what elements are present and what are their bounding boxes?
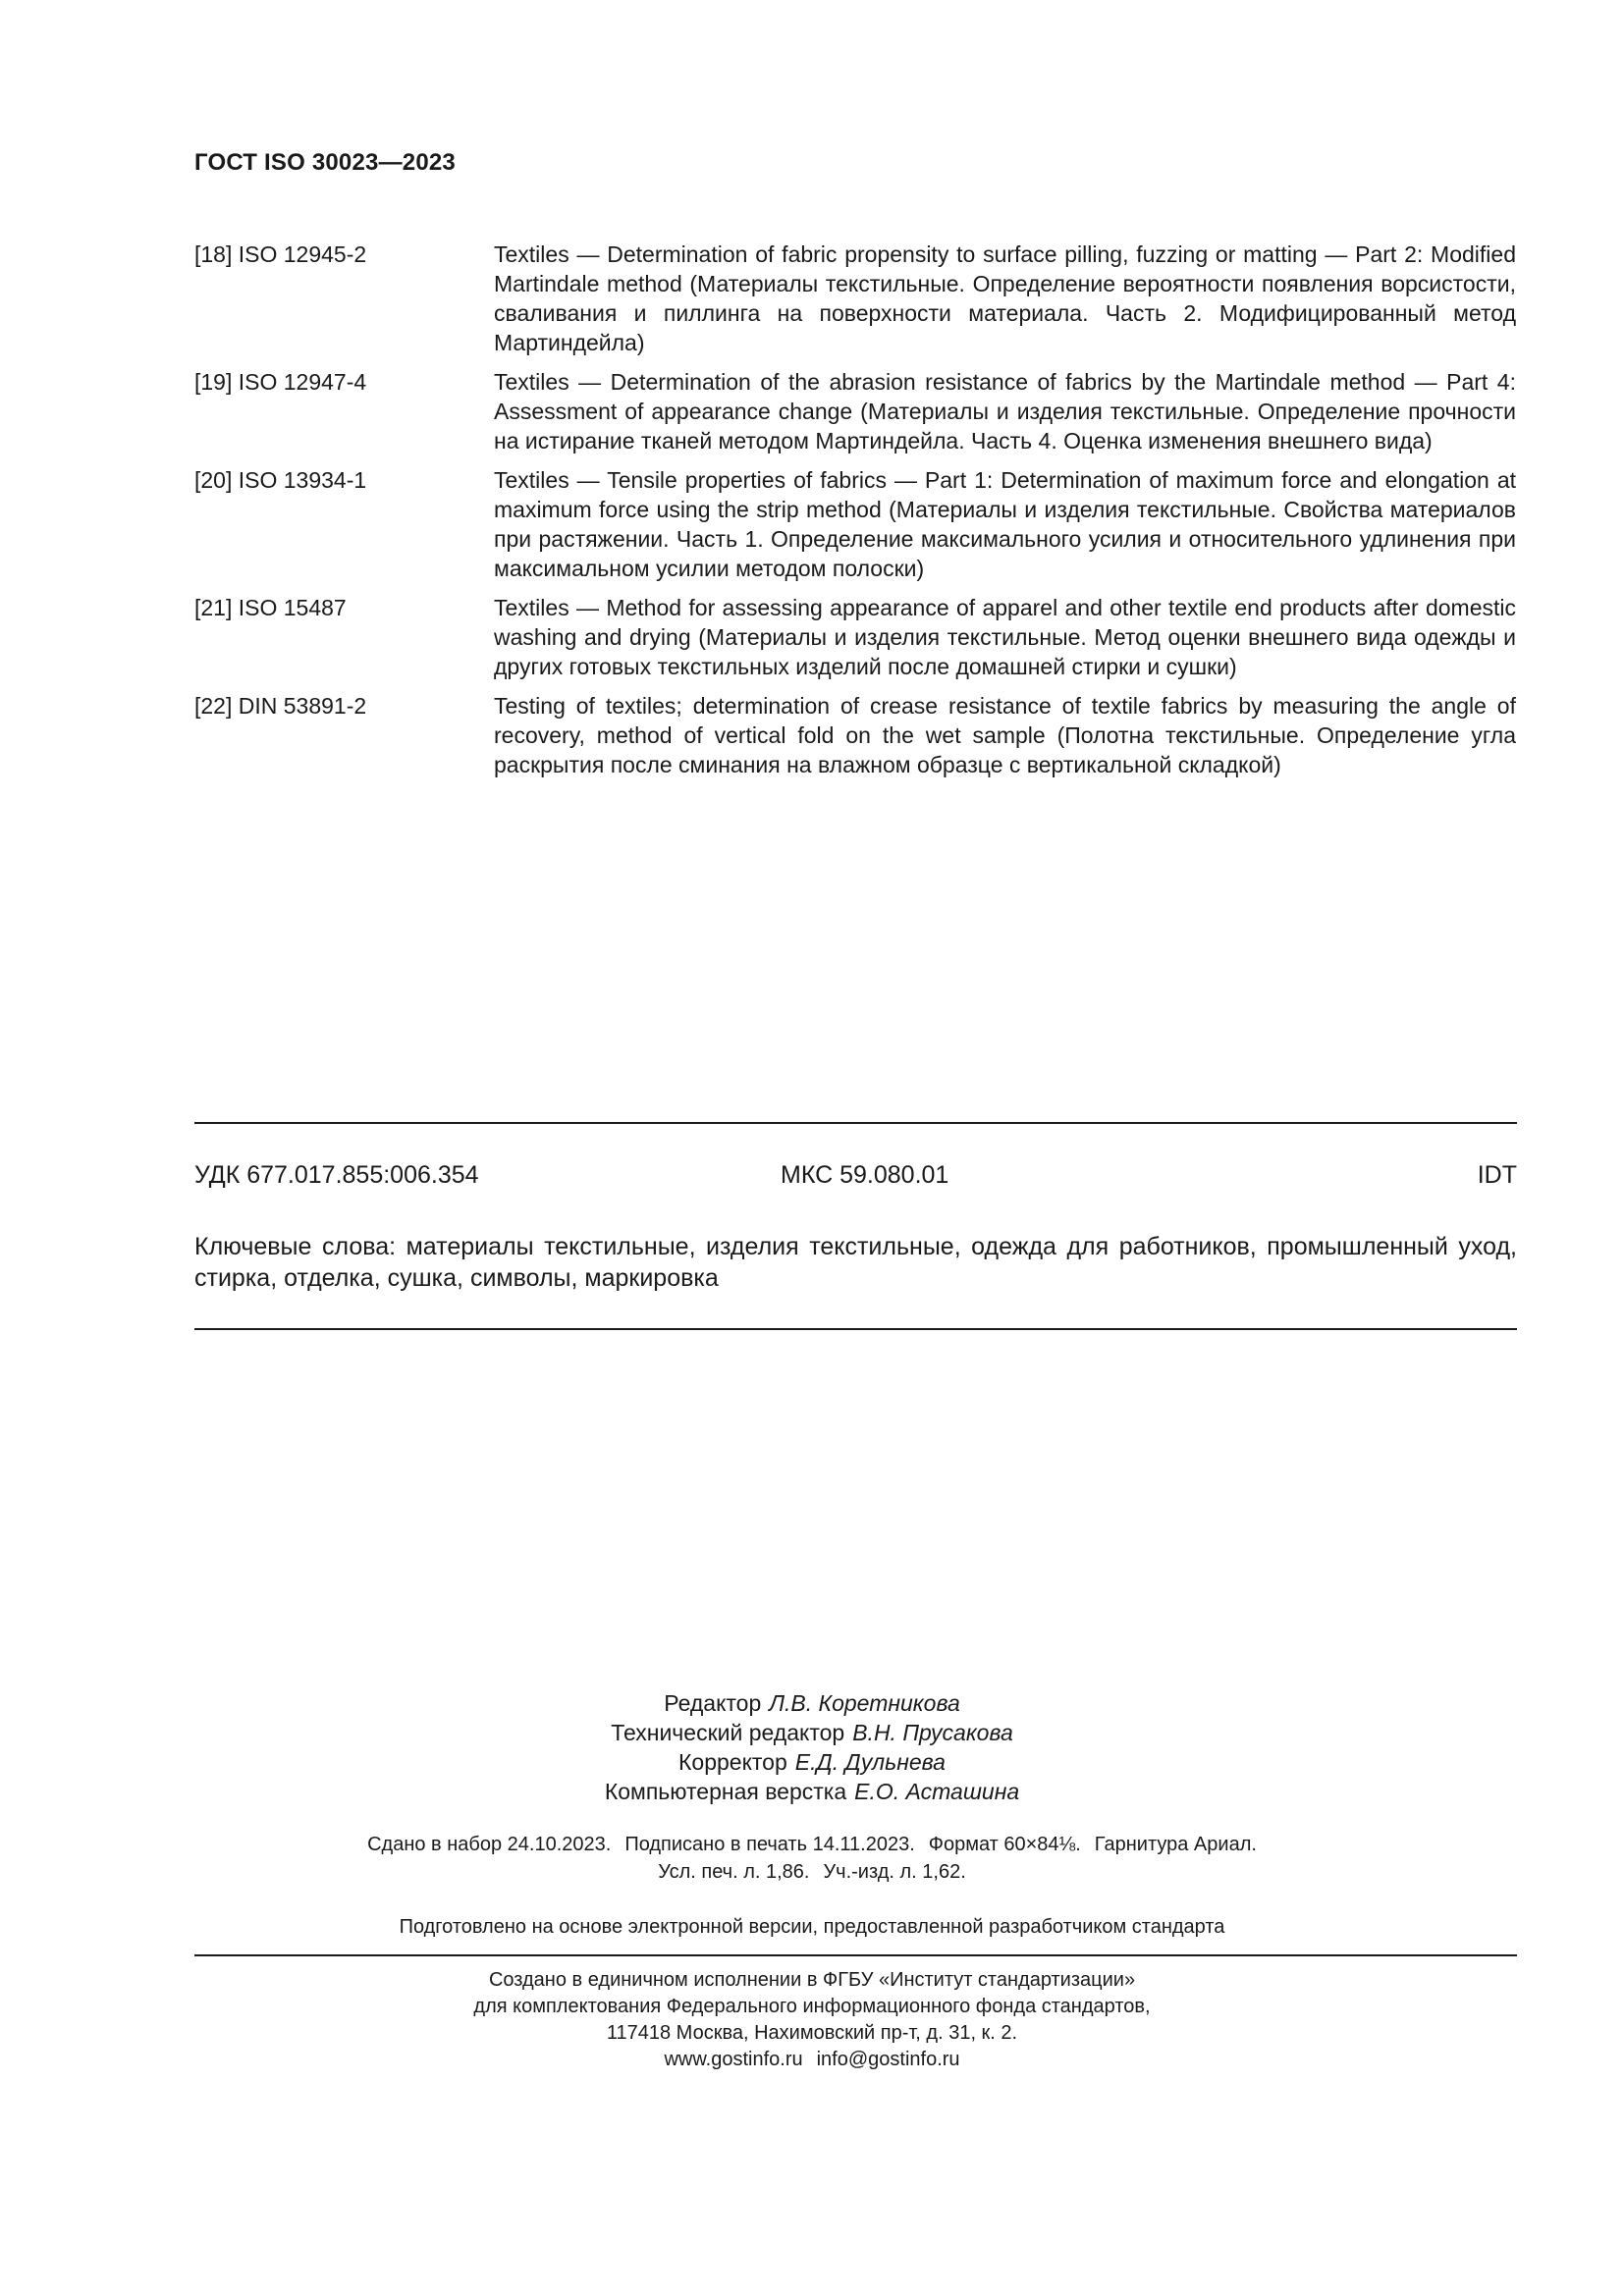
editor-name: В.Н. Прусакова xyxy=(852,1720,1013,1745)
editor-role: Технический редактор xyxy=(611,1720,845,1745)
editor-line xyxy=(0,1718,1624,1747)
imprint-typeset-date: Сдано в набор 24.10.2023. xyxy=(367,1834,612,1855)
publisher-top-rule xyxy=(194,1954,1517,1956)
udk-code: УДК 677.017.855:006.354 xyxy=(194,1161,479,1189)
imprint-publisher-sheets: Уч.-изд. л. 1,62. xyxy=(823,1861,966,1883)
bibliography-entry xyxy=(194,240,1516,357)
bibliography-entry-text: Testing of textiles; determination of crease resistance of textile fabrics by measuring the angle of recovery, method of vertical fold on the wet sample (Полотна текстильные. Определение угла раскрытия после сминания на влажном образце с вертикальной складкой) xyxy=(494,693,1516,777)
publisher-email-link[interactable]: info@gostinfo.ru xyxy=(816,2049,960,2070)
imprint-print-date: Подписано в печать 14.11.2023. xyxy=(624,1834,915,1855)
classification-bottom-rule xyxy=(194,1328,1517,1330)
bibliography-entry xyxy=(194,691,1516,779)
editor-role: Редактор xyxy=(664,1690,762,1716)
imprint-line-1 xyxy=(0,1832,1624,1858)
bibliography-entry-number: [20] ISO 13934-1 xyxy=(194,467,367,493)
publisher-line: Создано в единичном исполнении в ФГБУ «Институт стандартизации» xyxy=(488,1969,1136,1991)
editors-block xyxy=(0,1688,1624,1806)
bibliography-entry xyxy=(194,367,1516,455)
document-header-title: ГОСТ ISO 30023—2023 xyxy=(194,149,456,176)
editor-name: Л.В. Коретникова xyxy=(769,1690,960,1716)
imprint-typeface: Гарнитура Ариал. xyxy=(1094,1834,1257,1855)
bibliography-list xyxy=(194,240,1516,789)
classification-top-rule xyxy=(194,1122,1517,1124)
publisher-contacts xyxy=(0,2047,1624,2073)
publisher-address: 117418 Москва, Нахимовский пр-т, д. 31, к. 2. xyxy=(606,2022,1018,2044)
keywords-paragraph: Ключевые слова: материалы текстильные, изделия текстильные, одежда для работников, промышленный уход, стирка, отделка, сушка, символы, маркировка xyxy=(194,1233,1517,1292)
editor-role: Компьютерная верстка xyxy=(604,1779,847,1804)
bibliography-entry-text: Textiles — Determination of the abrasion resistance of fabrics by the Martindale method — Part 4: Assessment of appearance change (Материалы и изделия текстильные. Определение прочности на истирание тканей методом Мартиндейла. Часть 4. Оценка изменения внешнего вида) xyxy=(494,369,1516,454)
bibliography-entry-number: [18] ISO 12945-2 xyxy=(194,241,367,267)
bibliography-entry-number: [19] ISO 12947-4 xyxy=(194,369,367,395)
imprint-format: Формат 60×84⅛. xyxy=(928,1834,1081,1855)
editor-line xyxy=(0,1747,1624,1777)
imprint-line-2 xyxy=(0,1859,1624,1886)
classification-line xyxy=(194,1159,1517,1191)
bibliography-entry-text: Textiles — Tensile properties of fabrics — Part 1: Determination of maximum force and elongation at maximum force using the strip method (Материалы и изделия текстильные. Свойства материалов при растяжении. Часть 1. Определение максимального усилия и относительного удлинения при максимальном усилии методом полоски) xyxy=(494,467,1516,581)
bibliography-entry-text: Textiles — Method for assessing appearance of apparel and other textile end products after domestic washing and drying (Материалы и изделия текстильные. Метод оценки внешнего вида одежды и других готовых текстильных изделий после домашней стирки и сушки) xyxy=(494,595,1516,679)
idt-code: IDT xyxy=(1477,1161,1517,1189)
bibliography-entry-number: [21] ISO 15487 xyxy=(194,595,347,620)
editor-line xyxy=(0,1688,1624,1718)
editor-name: Е.О. Асташина xyxy=(854,1779,1020,1804)
publisher-line: для комплектования Федерального информационного фонда стандартов, xyxy=(473,1996,1151,2017)
bibliography-entry-number: [22] DIN 53891-2 xyxy=(194,693,367,719)
bibliography-entry xyxy=(194,465,1516,583)
imprint-print-sheets: Усл. печ. л. 1,86. xyxy=(658,1861,810,1883)
mks-code: МКС 59.080.01 xyxy=(781,1161,949,1189)
editor-line xyxy=(0,1777,1624,1806)
imprint-prepared-note: Подготовлено на основе электронной версии, предоставленной разработчиком стандарта xyxy=(399,1916,1225,1938)
bibliography-entry xyxy=(194,593,1516,681)
bibliography-entry-text: Textiles — Determination of fabric propensity to surface pilling, fuzzing or matting — Part 2: Modified Martindale method (Материалы текстильные. Определение вероятности появления ворсистости, сваливания и пиллинга на поверхности материала. Часть 2. Модифицированный метод Мартиндейла) xyxy=(494,241,1516,355)
editor-name: Е.Д. Дульнева xyxy=(794,1749,946,1775)
publisher-website-link[interactable]: www.gostinfo.ru xyxy=(664,2049,803,2070)
editor-role: Корректор xyxy=(678,1749,787,1775)
